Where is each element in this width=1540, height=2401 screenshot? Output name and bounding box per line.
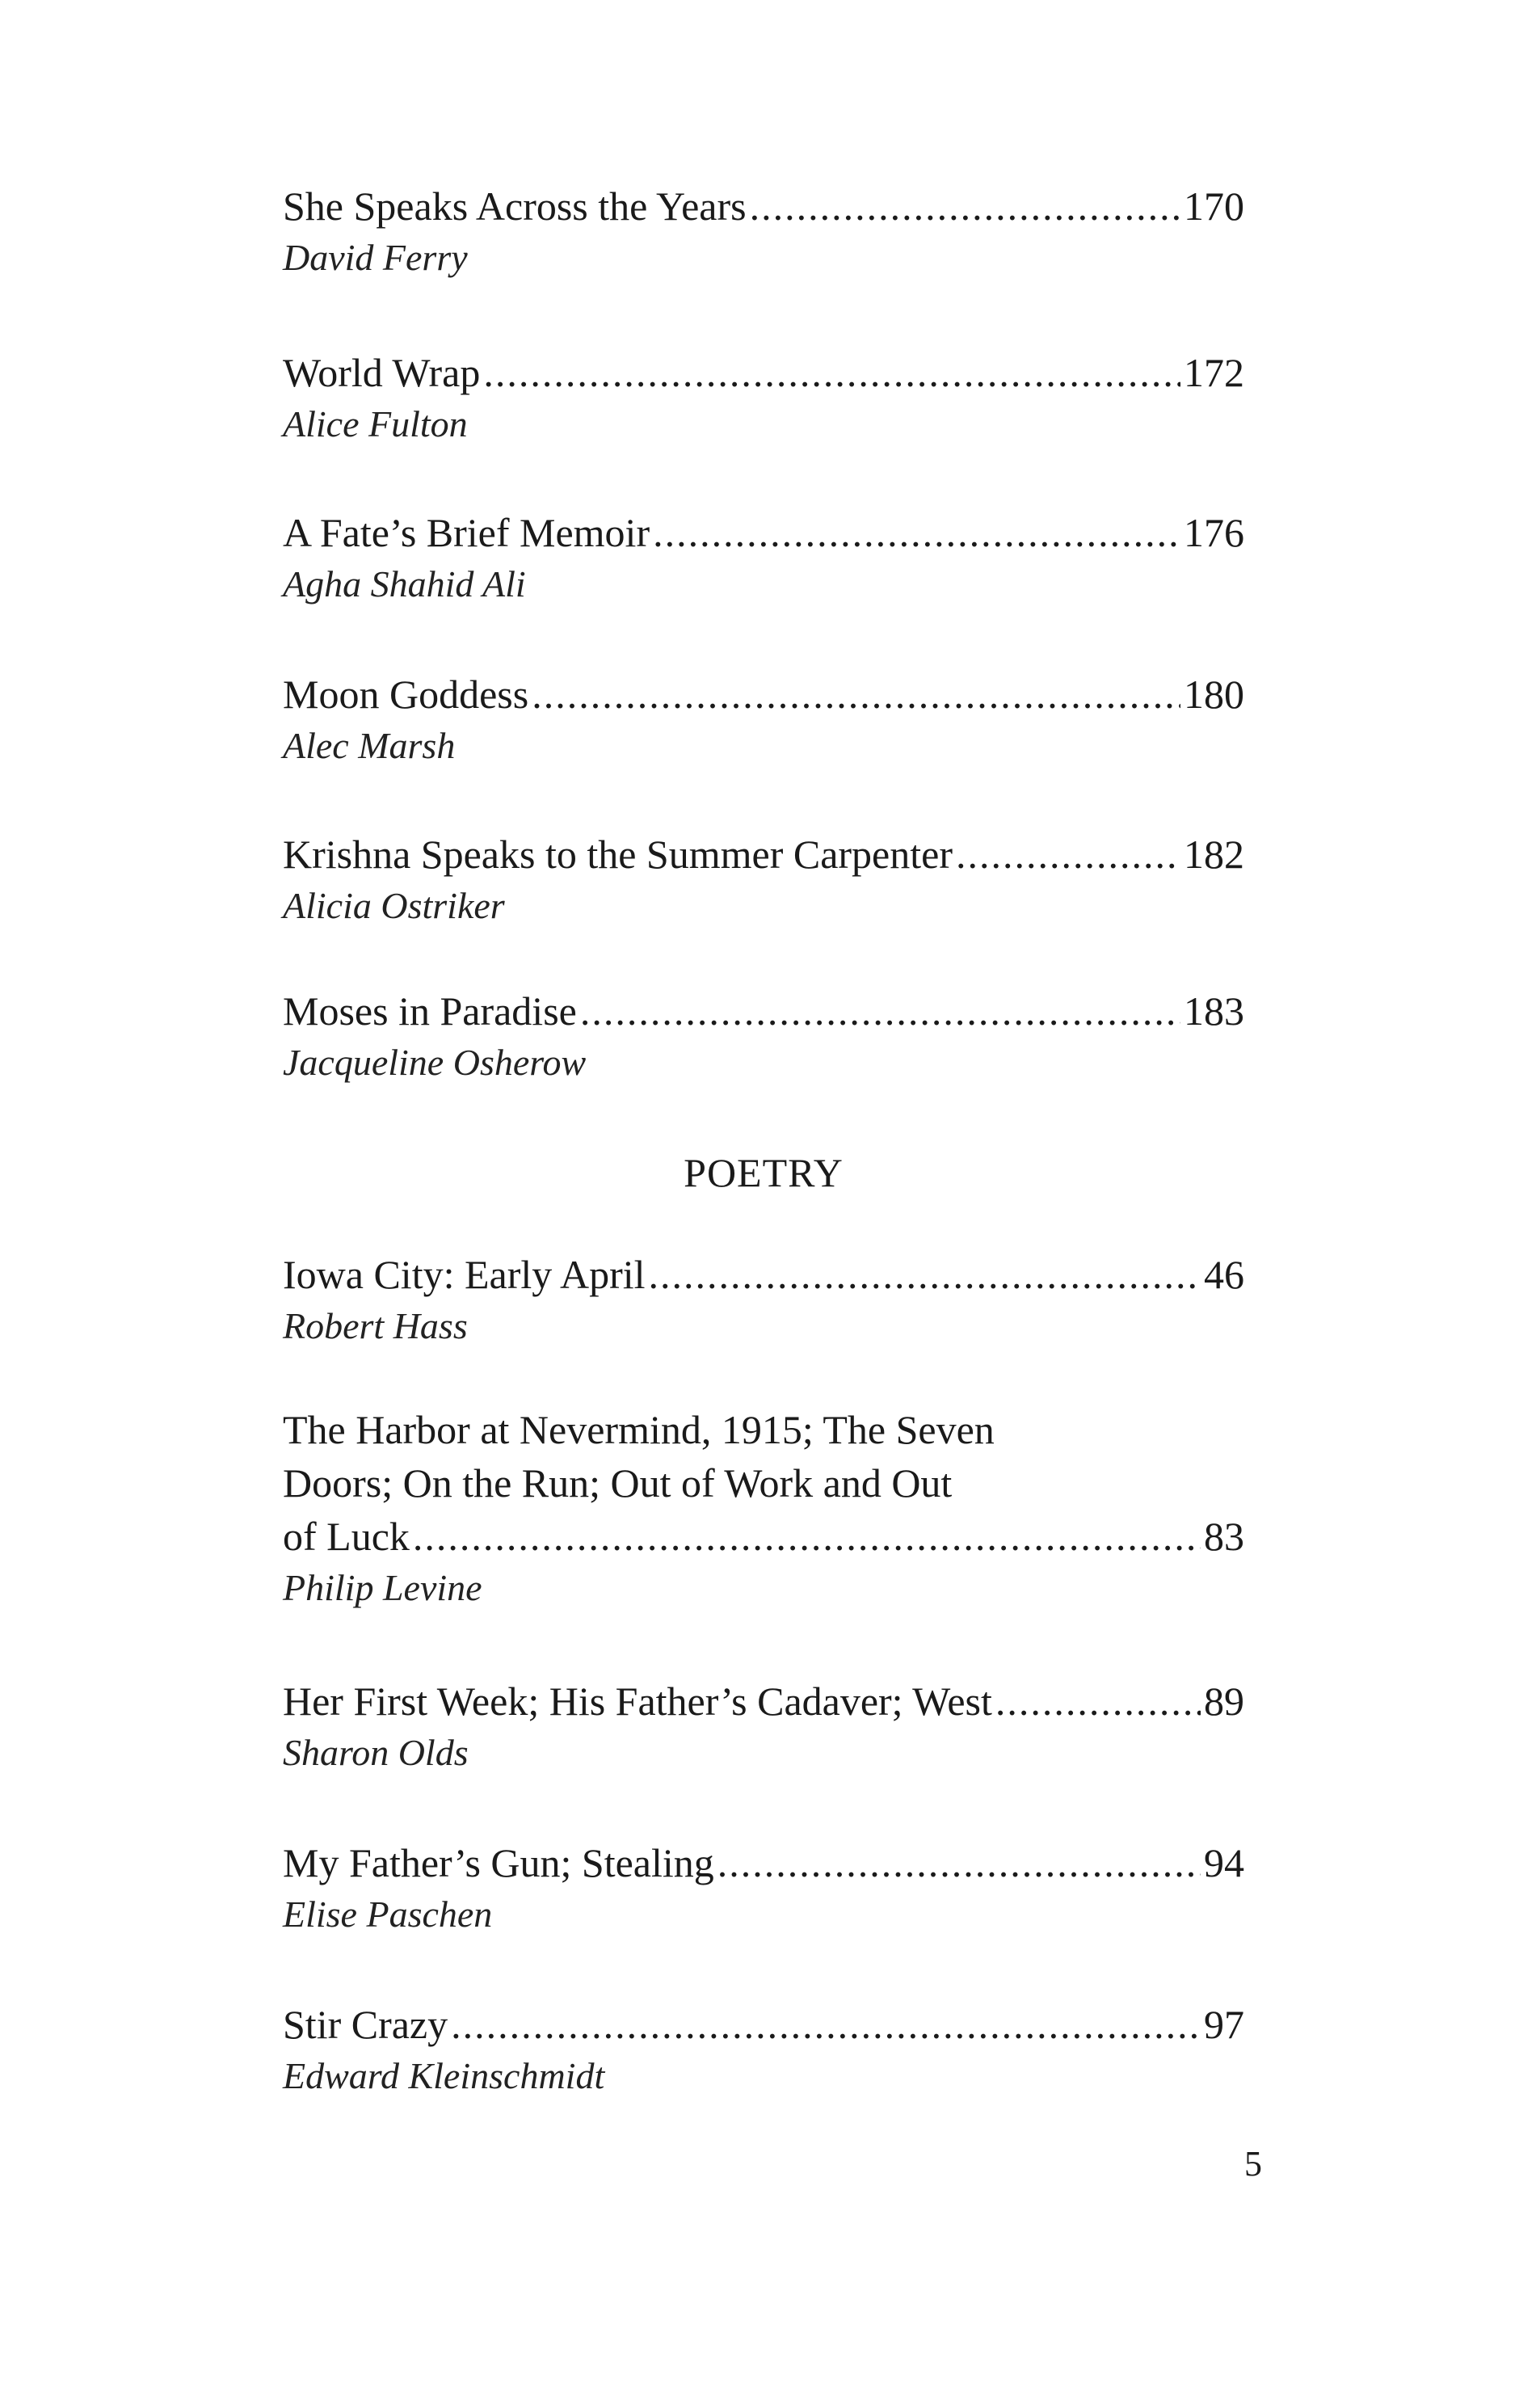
entry-page-number: 182: [1184, 832, 1244, 877]
entry-page-number: 183: [1184, 988, 1244, 1034]
toc-entry: [283, 506, 1244, 609]
dot-leader: [717, 1836, 1201, 1889]
entry-page-number: 89: [1204, 1679, 1244, 1724]
dot-leader: [532, 668, 1180, 721]
toc-entry: [283, 1998, 1244, 2101]
entry-author: Philip Levine: [283, 1567, 482, 1608]
entry-author: Alec Marsh: [283, 725, 456, 766]
section-heading: POETRY: [684, 1150, 844, 1195]
toc-entry: [283, 346, 1244, 449]
dot-leader: [451, 1998, 1201, 2051]
dot-leader: [483, 346, 1180, 399]
toc-entry: [283, 1248, 1244, 1351]
entry-title: Iowa City: Early April: [283, 1252, 646, 1297]
entry-page-number: 180: [1184, 672, 1244, 717]
entry-page-number: 83: [1204, 1514, 1244, 1559]
dot-leader: [995, 1674, 1201, 1728]
entry-title: Moses in Paradise: [283, 988, 577, 1034]
entry-title-line: [283, 1248, 1244, 1301]
entry-author: David Ferry: [283, 237, 468, 278]
dot-leader: [653, 506, 1180, 559]
toc-entry: [283, 984, 1244, 1088]
entry-author: Alice Fulton: [283, 403, 468, 444]
entry-title: A Fate’s Brief Memoir: [283, 510, 650, 555]
entry-title: of Luck: [283, 1514, 410, 1559]
toc-entry: [283, 1403, 1244, 1613]
entry-title-line: [283, 984, 1244, 1038]
entry-author: Edward Kleinschmidt: [283, 2055, 605, 2096]
entry-title-continued: Doors; On the Run; Out of Work and Out: [283, 1460, 953, 1506]
entry-title-line: [283, 179, 1244, 233]
entry-title-continued: The Harbor at Nevermind, 1915; The Seven: [283, 1407, 995, 1452]
entry-author: Robert Hass: [283, 1305, 468, 1346]
page-number-folio: 5: [1244, 2144, 1262, 2184]
entry-title-line: [283, 1836, 1244, 1889]
entry-author: Alicia Ostriker: [283, 885, 505, 926]
toc-entry: [283, 1674, 1244, 1778]
entry-title-line: [283, 668, 1244, 721]
dot-leader: [750, 179, 1180, 233]
entry-author: Elise Paschen: [283, 1893, 493, 1935]
entry-title: Stir Crazy: [283, 2002, 448, 2047]
entry-author: Agha Shahid Ali: [283, 563, 526, 604]
entry-page-number: 170: [1184, 183, 1244, 229]
entry-title-line: [283, 1674, 1244, 1728]
dot-leader: [413, 1510, 1201, 1563]
entry-page-number: 46: [1204, 1252, 1244, 1297]
entry-title-line: [283, 346, 1244, 399]
dot-leader: [956, 828, 1180, 881]
entry-page-number: 172: [1184, 350, 1244, 395]
entry-title: Her First Week; His Father’s Cadaver; West: [283, 1679, 992, 1724]
entry-page-number: 176: [1184, 510, 1244, 555]
entry-title-line: [283, 828, 1244, 881]
entry-page-number: 94: [1204, 1840, 1244, 1885]
toc-entry: [283, 179, 1244, 283]
entry-title-line: [283, 1998, 1244, 2051]
entry-title: She Speaks Across the Years: [283, 183, 747, 229]
dot-leader: [580, 984, 1180, 1038]
toc-entry: [283, 668, 1244, 771]
entry-title-line: [283, 506, 1244, 559]
entry-author: Sharon Olds: [283, 1732, 469, 1773]
dot-leader: [649, 1248, 1201, 1301]
entry-author: Jacqueline Osherow: [283, 1042, 587, 1083]
entry-title: Moon Goddess: [283, 672, 529, 717]
entry-title: Krishna Speaks to the Summer Carpenter: [283, 832, 953, 877]
toc-entry: [283, 1836, 1244, 1940]
entry-title: My Father’s Gun; Stealing: [283, 1840, 714, 1885]
entry-title: World Wrap: [283, 350, 481, 395]
toc-entry: [283, 828, 1244, 931]
entry-title-line: [283, 1510, 1244, 1563]
entry-page-number: 97: [1204, 2002, 1244, 2047]
